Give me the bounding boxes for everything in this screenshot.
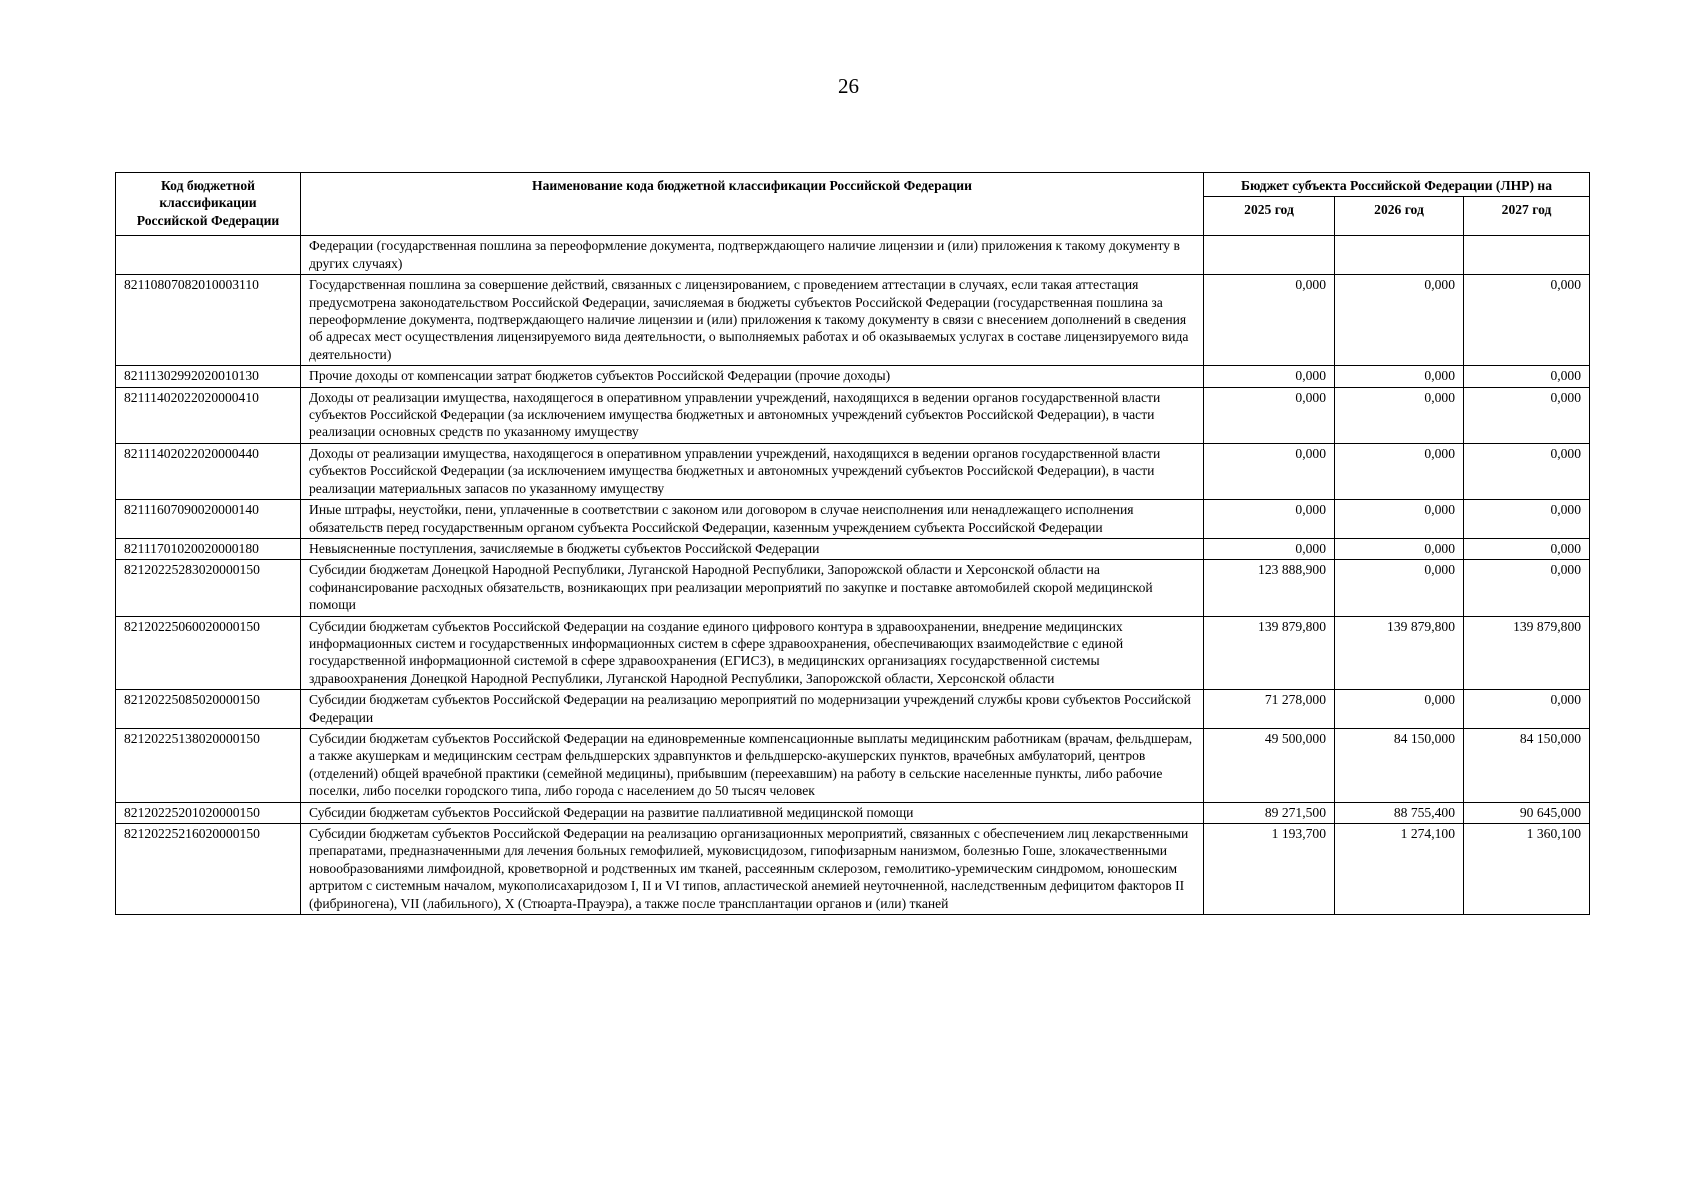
header-name: Наименование кода бюджетной классификации Российской Федерации bbox=[301, 173, 1204, 236]
cell-value-2025: 139 879,800 bbox=[1204, 616, 1335, 690]
cell-value-2027: 1 360,100 bbox=[1464, 824, 1590, 915]
cell-code: 82120225216020000150 bbox=[116, 824, 301, 915]
cell-value-2026: 0,000 bbox=[1335, 275, 1464, 366]
cell-value-2026: 1 274,100 bbox=[1335, 824, 1464, 915]
cell-value-2027: 0,000 bbox=[1464, 560, 1590, 616]
table-row bbox=[116, 728, 1590, 802]
cell-name: Невыясненные поступления, зачисляемые в бюджеты субъектов Российской Федерации bbox=[301, 538, 1204, 559]
cell-name: Субсидии бюджетам субъектов Российской Федерации на реализацию организационных мероприятий, связанных с обеспечением лиц лекарственными препаратами, предназначенными для лечения больных гемофилией, муковисцидозом, гипофизарным нанизмом, болезнью Гоше, злокачественными новообразованиями лимфоидной, кроветворной и родственных им тканей, рассеянным склерозом, гемолитико-уремическим синдромом, юношеским артритом с системным началом, мукополисахаридозом I, II и VI типов, апластической анемией неуточненной, наследственным дефицитом факторов II (фибриногена), VII (лабильного), X (Стюарта-Прауэра), а также после трансплантации органов и (или) тканей bbox=[301, 824, 1204, 915]
cell-code: 82111302992020010130 bbox=[116, 366, 301, 387]
cell-name: Субсидии бюджетам субъектов Российской Федерации на создание единого цифрового контура в здравоохранении, внедрение медицинских информационных систем и государственных информационных систем в сфере здравоохранения, обеспечивающих взаимодействие с единой государственной информационной системой в сфере здравоохранения (ЕГИСЗ), в медицинских организациях государственной системы здравоохранения Донецкой Народной Республики, Луганской Народной Республики, Запорожской области, Херсонской области bbox=[301, 616, 1204, 690]
cell-value-2026: 0,000 bbox=[1335, 560, 1464, 616]
cell-code: 82120225283020000150 bbox=[116, 560, 301, 616]
table-row bbox=[116, 500, 1590, 539]
cell-value-2027: 84 150,000 bbox=[1464, 728, 1590, 802]
cell-code: 82120225201020000150 bbox=[116, 802, 301, 823]
cell-value-2027: 0,000 bbox=[1464, 443, 1590, 499]
cell-code: 82111402022020000410 bbox=[116, 387, 301, 443]
cell-code: 82110807082010003110 bbox=[116, 275, 301, 366]
table-row bbox=[116, 802, 1590, 823]
cell-value-2027: 139 879,800 bbox=[1464, 616, 1590, 690]
cell-value-2026: 0,000 bbox=[1335, 690, 1464, 729]
cell-value-2026: 0,000 bbox=[1335, 538, 1464, 559]
cell-value-2025: 0,000 bbox=[1204, 275, 1335, 366]
table-row bbox=[116, 616, 1590, 690]
cell-value-2025: 0,000 bbox=[1204, 538, 1335, 559]
cell-name: Доходы от реализации имущества, находящегося в оперативном управлении учреждений, находящихся в ведении органов государственной власти субъектов Российской Федерации (за исключением имущества бюджетных и автономных учреждений субъектов Российской Федерации), в части реализации основных средств по указанному имуществу bbox=[301, 387, 1204, 443]
table-row bbox=[116, 387, 1590, 443]
cell-value-2026: 0,000 bbox=[1335, 387, 1464, 443]
cell-name: Прочие доходы от компенсации затрат бюджетов субъектов Российской Федерации (прочие доходы) bbox=[301, 366, 1204, 387]
cell-value-2026: 0,000 bbox=[1335, 443, 1464, 499]
table-row bbox=[116, 824, 1590, 915]
cell-code: 82111607090020000140 bbox=[116, 500, 301, 539]
cell-value-2026: 88 755,400 bbox=[1335, 802, 1464, 823]
cell-value-2026: 84 150,000 bbox=[1335, 728, 1464, 802]
cell-value-2025: 0,000 bbox=[1204, 500, 1335, 539]
table-row bbox=[116, 275, 1590, 366]
header-year-2026: 2026 год bbox=[1335, 197, 1464, 236]
cell-value-2025: 71 278,000 bbox=[1204, 690, 1335, 729]
cell-name: Федерации (государственная пошлина за переоформление документа, подтверждающего наличие лицензии и (или) приложения к такому документу в других случаях) bbox=[301, 236, 1204, 275]
header-row bbox=[116, 173, 1590, 197]
table-row bbox=[116, 236, 1590, 275]
header-budget: Бюджет субъекта Российской Федерации (ЛНР) на bbox=[1204, 173, 1590, 197]
cell-value-2026: 0,000 bbox=[1335, 366, 1464, 387]
header-year-2027: 2027 год bbox=[1464, 197, 1590, 236]
cell-value-2025: 1 193,700 bbox=[1204, 824, 1335, 915]
cell-name: Иные штрафы, неустойки, пени, уплаченные в соответствии с законом или договором в случае неисполнения или ненадлежащего исполнения обязательств перед государственным органом субъекта Российской Федерации, казенным учреждением субъекта Российской Федерации bbox=[301, 500, 1204, 539]
header-year-2025: 2025 год bbox=[1204, 197, 1335, 236]
cell-value-2027: 0,000 bbox=[1464, 690, 1590, 729]
cell-code bbox=[116, 236, 301, 275]
cell-value-2025: 49 500,000 bbox=[1204, 728, 1335, 802]
cell-value-2025: 0,000 bbox=[1204, 366, 1335, 387]
cell-value-2025: 0,000 bbox=[1204, 443, 1335, 499]
cell-value-2026 bbox=[1335, 236, 1464, 275]
cell-name: Субсидии бюджетам субъектов Российской Федерации на реализацию мероприятий по модернизации учреждений службы крови субъектов Российской Федерации bbox=[301, 690, 1204, 729]
cell-value-2027: 0,000 bbox=[1464, 366, 1590, 387]
header-code: Код бюджетной классификации Российской Федерации bbox=[116, 173, 301, 236]
table-row bbox=[116, 366, 1590, 387]
cell-code: 82120225138020000150 bbox=[116, 728, 301, 802]
budget-classification-table bbox=[115, 172, 1590, 915]
cell-value-2027: 90 645,000 bbox=[1464, 802, 1590, 823]
cell-value-2026: 0,000 bbox=[1335, 500, 1464, 539]
cell-code: 82120225085020000150 bbox=[116, 690, 301, 729]
cell-value-2027: 0,000 bbox=[1464, 387, 1590, 443]
table-row bbox=[116, 560, 1590, 616]
cell-value-2027: 0,000 bbox=[1464, 275, 1590, 366]
table-row bbox=[116, 538, 1590, 559]
cell-code: 82111402022020000440 bbox=[116, 443, 301, 499]
table-row bbox=[116, 443, 1590, 499]
cell-value-2027 bbox=[1464, 236, 1590, 275]
cell-name: Субсидии бюджетам Донецкой Народной Республики, Луганской Народной Республики, Запорожской области и Херсонской области на софинансирование расходных обязательств, возникающих при реализации мероприятий по закупке и поставке автомобилей скорой медицинской помощи bbox=[301, 560, 1204, 616]
cell-value-2025: 123 888,900 bbox=[1204, 560, 1335, 616]
cell-code: 82111701020020000180 bbox=[116, 538, 301, 559]
cell-value-2027: 0,000 bbox=[1464, 538, 1590, 559]
cell-code: 82120225060020000150 bbox=[116, 616, 301, 690]
page-number: 26 bbox=[838, 74, 859, 98]
cell-name: Доходы от реализации имущества, находящегося в оперативном управлении учреждений, находящихся в ведении органов государственной власти субъектов Российской Федерации (за исключением имущества бюджетных и автономных учреждений субъектов Российской Федерации), в части реализации материальных запасов по указанному имуществу bbox=[301, 443, 1204, 499]
cell-value-2025 bbox=[1204, 236, 1335, 275]
cell-value-2025: 0,000 bbox=[1204, 387, 1335, 443]
cell-name: Государственная пошлина за совершение действий, связанных с лицензированием, с проведением аттестации в случаях, если такая аттестация предусмотрена законодательством Российской Федерации, зачисляемая в бюджеты субъектов Российской Федерации (государственная пошлина за переоформление документа, подтверждающего наличие лицензии и (или) приложения к такому документу в связи с внесением дополнений в сведения об адресах мест осуществления лицензируемого вида деятельности, о выполняемых работах и об оказываемых услугах в составе лицензируемого вида деятельности) bbox=[301, 275, 1204, 366]
table-row bbox=[116, 690, 1590, 729]
table-body bbox=[116, 236, 1590, 915]
cell-value-2026: 139 879,800 bbox=[1335, 616, 1464, 690]
cell-value-2025: 89 271,500 bbox=[1204, 802, 1335, 823]
cell-name: Субсидии бюджетам субъектов Российской Федерации на единовременные компенсационные выплаты медицинским работникам (врачам, фельдшерам, а также акушеркам и медицинским сестрам фельдшерских здравпунктов и фельдшерско-акушерских пунктов, врачебных амбулаторий, центров (отделений) общей врачебной практики (семейной медицины), прибывшим (переехавшим) на работу в сельские населенные пункты, либо рабочие поселки, либо поселки городского типа, либо города с населением до 50 тысяч человек bbox=[301, 728, 1204, 802]
cell-value-2027: 0,000 bbox=[1464, 500, 1590, 539]
table-header bbox=[116, 173, 1590, 236]
cell-name: Субсидии бюджетам субъектов Российской Федерации на развитие паллиативной медицинской помощи bbox=[301, 802, 1204, 823]
